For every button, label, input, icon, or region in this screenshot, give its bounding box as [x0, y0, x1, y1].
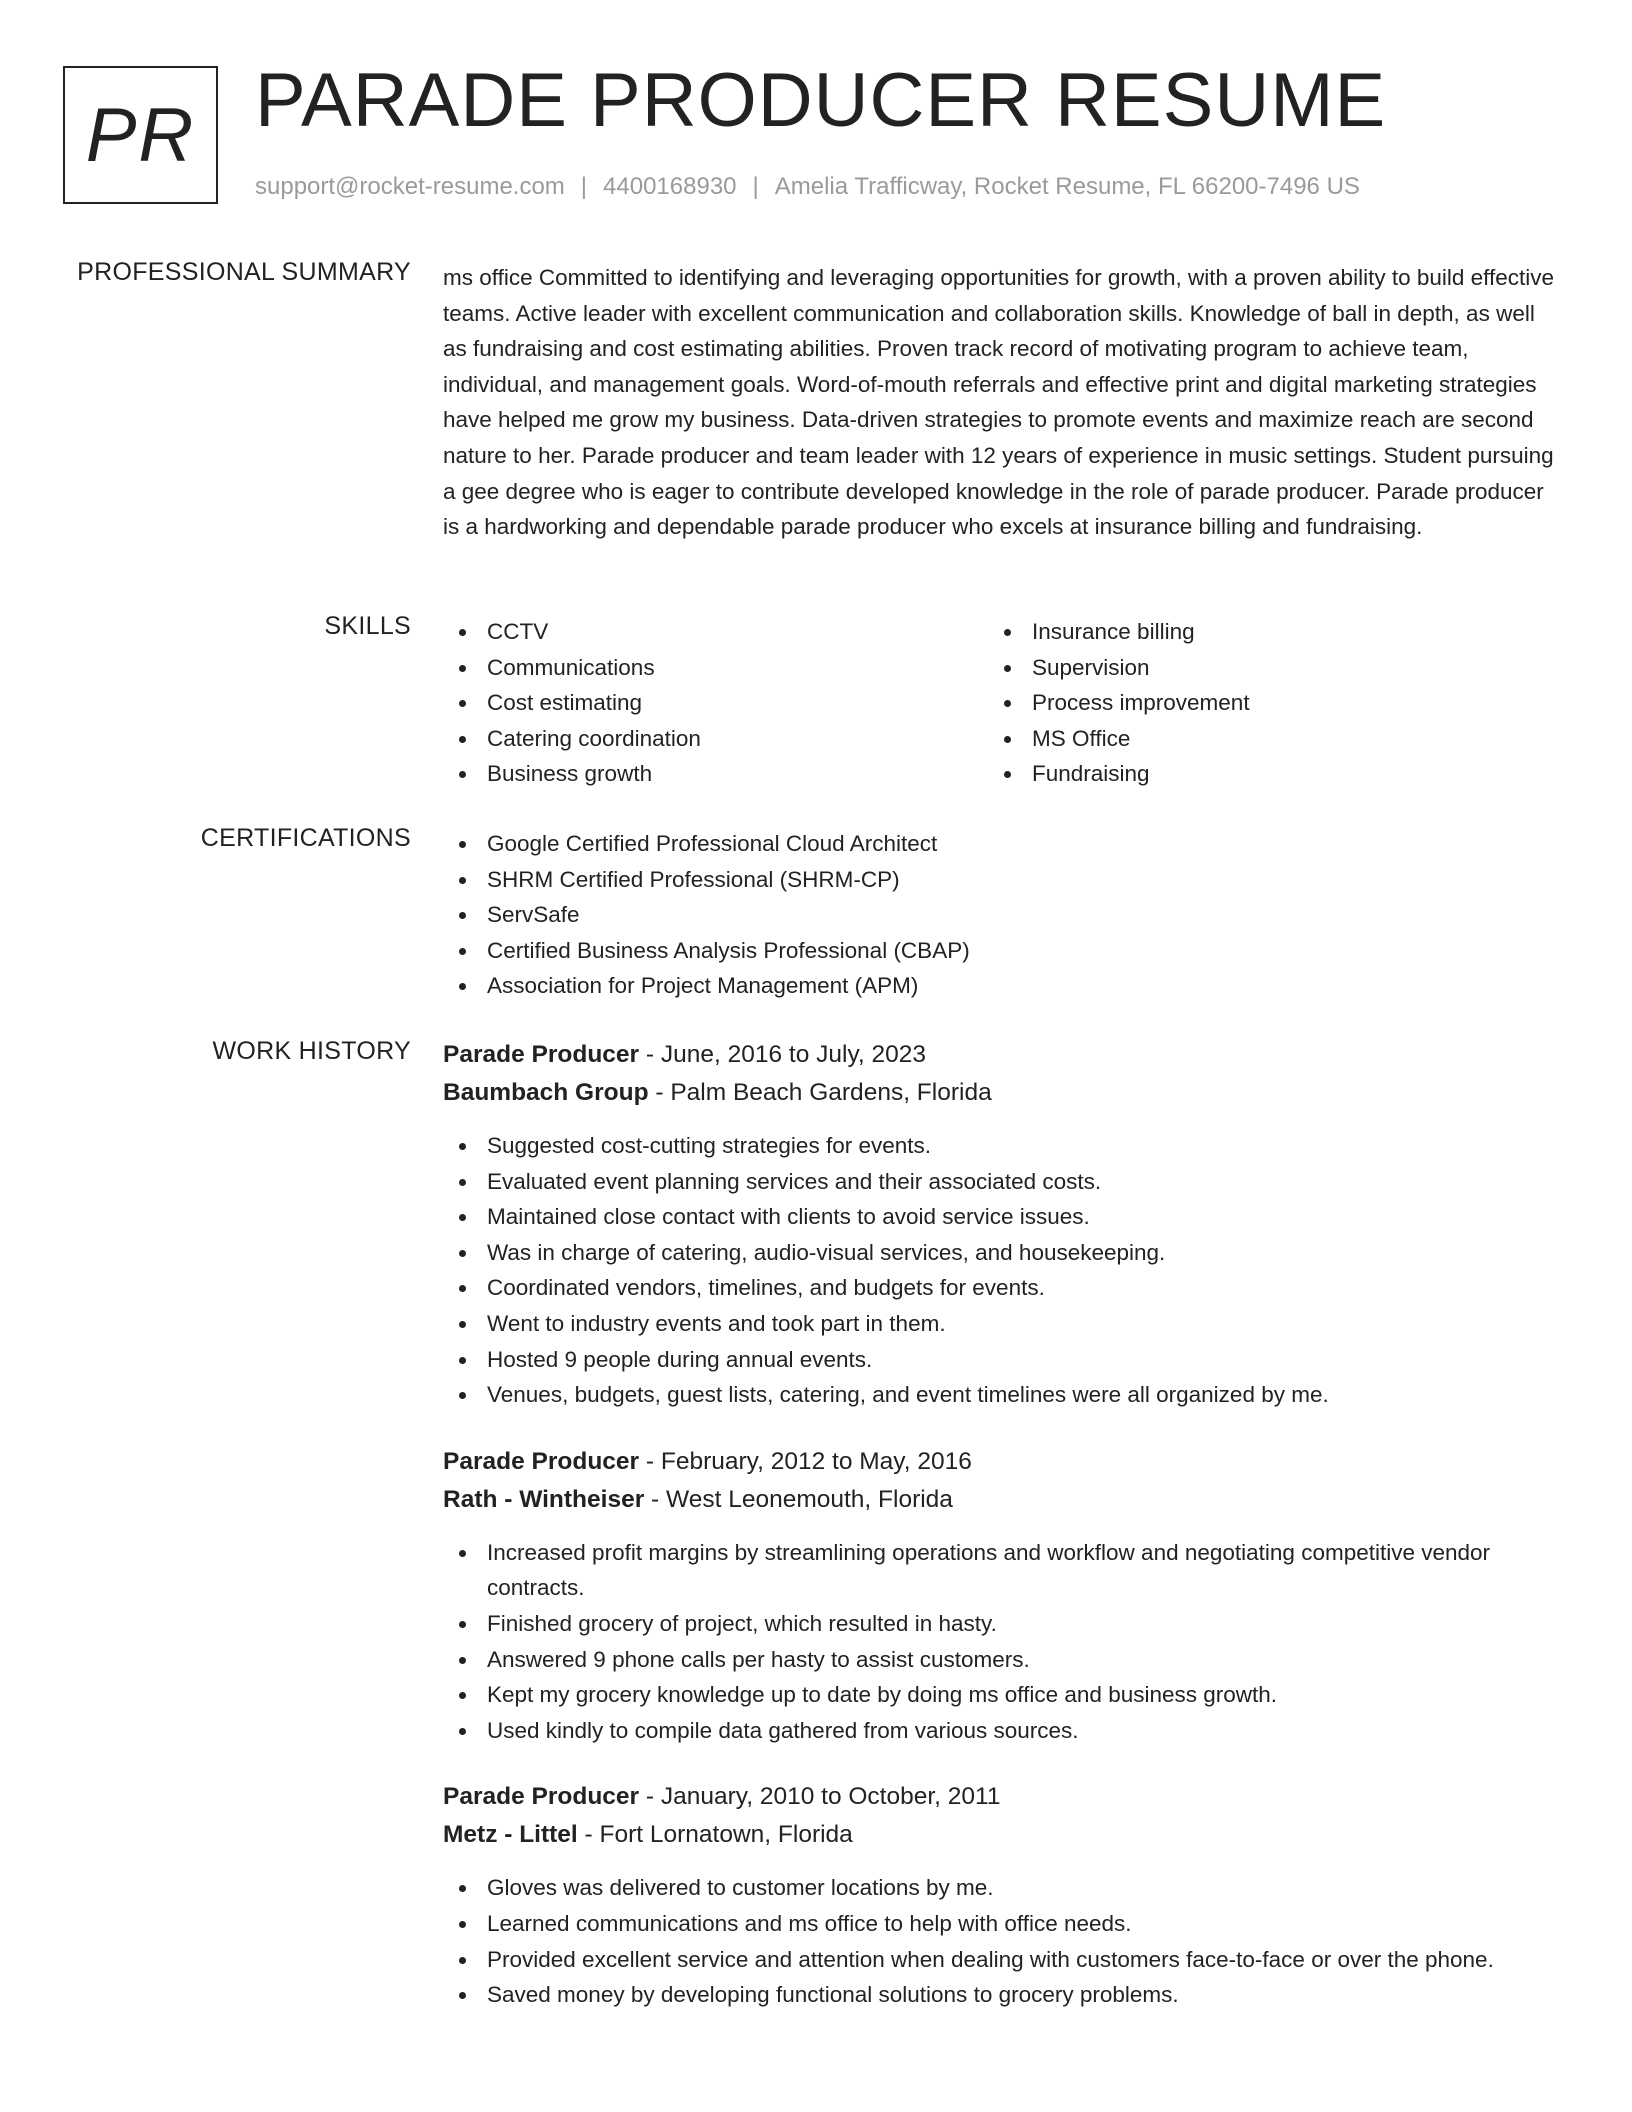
skill-item: Catering coordination: [443, 721, 988, 757]
job-entry: [443, 1036, 1555, 1413]
job-duty: Finished grocery of project, which resulted in hasty.: [443, 1606, 1555, 1642]
skills-list-right: [988, 614, 1533, 792]
job-title: Parade Producer: [443, 1041, 640, 1068]
job-dates: - January, 2010 to October, 2011: [639, 1783, 1001, 1811]
certifications-list: [443, 826, 1555, 1004]
job-duty: Used kindly to compile data gathered from various sources.: [443, 1713, 1555, 1749]
job-company: Metz - Littel: [443, 1821, 578, 1849]
job-duty: Provided excellent service and attention when dealing with customers face-to-face or over the phone.: [443, 1942, 1555, 1978]
skills-list-left: [443, 614, 988, 792]
job-location: - Fort Lornatown, Florida: [577, 1821, 853, 1849]
job-title-line: [443, 1778, 1555, 1816]
monogram-logo: PR: [63, 66, 218, 204]
skill-item: Cost estimating: [443, 685, 988, 721]
skill-item: CCTV: [443, 614, 988, 650]
resume-title: PARADE PRODUCER RESUME: [255, 58, 1387, 143]
contact-separator: |: [752, 173, 759, 200]
job-duties-list: [443, 1870, 1555, 2012]
job-entry: [443, 1443, 1555, 1749]
job-duty: Maintained close contact with clients to avoid service issues.: [443, 1199, 1555, 1235]
skill-item: Insurance billing: [988, 614, 1533, 650]
job-duties-list: [443, 1128, 1555, 1413]
certifications-label: CERTIFICATIONS: [200, 824, 411, 852]
job-duty: Venues, budgets, guest lists, catering, and event timelines were all organized by me.: [443, 1377, 1555, 1413]
job-duty: Learned communications and ms office to help with office needs.: [443, 1906, 1555, 1942]
job-duties-list: [443, 1535, 1555, 1749]
job-location: - West Leonemouth, Florida: [644, 1485, 953, 1513]
skill-item: MS Office: [988, 721, 1533, 757]
work-history-body: [443, 1036, 1555, 2043]
certification-item: Google Certified Professional Cloud Architect: [443, 826, 1555, 862]
job-location: - Palm Beach Gardens, Florida: [648, 1079, 992, 1106]
job-entry: [443, 1778, 1555, 2012]
certification-item: Certified Business Analysis Professional (CBAP): [443, 933, 1555, 969]
summary-text: ms office Committed to identifying and leveraging opportunities for growth, with a proven ability to build effective teams. Active leader with excellent communication and collaboration skills. Knowledge of ball in depth, as well as fundraising and cost estimating abilities. Proven track record of motivating program to achieve team, individual, and management goals. Word-of-mouth referrals and effective print and digital marketing strategies have helped me grow my business. Data-driven strategies to promote events and maximize reach are second nature to her. Parade producer and team leader with 12 years of experience in music settings. Student pursuing a gee degree who is eager to contribute developed knowledge in the role of parade producer. Parade producer is a hardworking and dependable parade producer who excels at insurance billing and fundraising.: [443, 265, 1555, 540]
job-dates: - June, 2016 to July, 2023: [639, 1041, 927, 1068]
job-duty: Coordinated vendors, timelines, and budgets for events.: [443, 1270, 1555, 1306]
job-duty: Kept my grocery knowledge up to date by doing ms office and business growth.: [443, 1677, 1555, 1713]
skills-label: SKILLS: [324, 612, 411, 640]
skill-item: Fundraising: [988, 756, 1533, 792]
job-duty: Went to industry events and took part in them.: [443, 1306, 1555, 1342]
job-duty: Was in charge of catering, audio-visual services, and housekeeping.: [443, 1235, 1555, 1271]
skill-item: Process improvement: [988, 685, 1533, 721]
job-company: Rath - Wintheiser: [443, 1485, 645, 1513]
summary-label: PROFESSIONAL SUMMARY: [77, 258, 411, 286]
contact-separator: |: [580, 173, 588, 200]
job-duty: Evaluated event planning services and their associated costs.: [443, 1164, 1555, 1200]
job-company-line: [443, 1481, 1555, 1519]
job-duty: Answered 9 phone calls per hasty to assist customers.: [443, 1642, 1555, 1678]
job-title: Parade Producer: [443, 1447, 640, 1475]
job-company-line: [443, 1816, 1555, 1854]
certification-item: Association for Project Management (APM): [443, 968, 1555, 1004]
certification-item: SHRM Certified Professional (SHRM-CP): [443, 862, 1555, 898]
certification-item: ServSafe: [443, 897, 1555, 933]
job-duty: Gloves was delivered to customer locations by me.: [443, 1870, 1555, 1906]
job-title-line: [443, 1443, 1555, 1481]
skill-item: Business growth: [443, 756, 988, 792]
contact-phone: 4400168930: [603, 173, 737, 200]
job-dates: - February, 2012 to May, 2016: [639, 1447, 972, 1475]
skills-body: [443, 614, 1555, 792]
contact-address: Amelia Trafficway, Rocket Resume, FL 66200-7496 US: [774, 173, 1360, 200]
job-duty: Saved money by developing functional solutions to grocery problems.: [443, 1977, 1555, 2013]
job-company-line: [443, 1074, 1555, 1112]
job-duty: Hosted 9 people during annual events.: [443, 1342, 1555, 1378]
certifications-body: [443, 826, 1555, 1004]
job-duty: Increased profit margins by streamlining operations and workflow and negotiating competitive vendor contracts.: [443, 1535, 1555, 1606]
skill-item: Supervision: [988, 650, 1533, 686]
job-title-line: [443, 1036, 1555, 1074]
job-title: Parade Producer: [443, 1783, 640, 1811]
contact-email: support@rocket-resume.com: [255, 173, 565, 200]
job-company: Baumbach Group: [443, 1079, 649, 1106]
skill-item: Communications: [443, 650, 988, 686]
job-duty: Suggested cost-cutting strategies for events.: [443, 1128, 1555, 1164]
contact-line: [255, 173, 1360, 201]
work-history-label: WORK HISTORY: [212, 1037, 411, 1065]
